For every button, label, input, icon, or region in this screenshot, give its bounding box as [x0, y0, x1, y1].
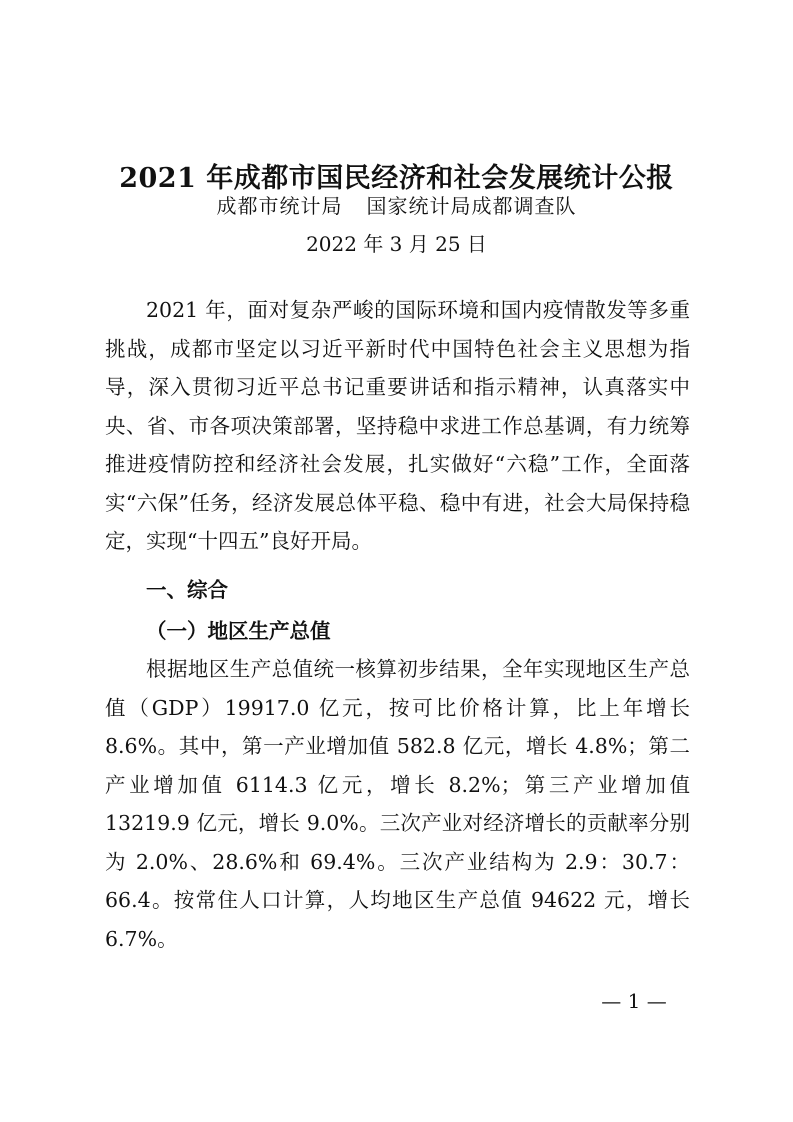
intro-paragraph: 2021 年，面对复杂严峻的国际环境和国内疫情散发等多重挑战，成都市坚定以习近平新时代中国特色社会主义思想为指导，深入贯彻习近平总书记重要讲话和指示精神，认真落实中央、省、市各项决策部署，坚持稳中求进工作总基调，有力统筹推进疫情防控和经济社会发展，扎实做好“六稳”工作，全面落实“六保”任务，经济发展总体平稳、稳中有进，社会大局保持稳定，实现“十四五”良好开局。: [105, 298, 690, 553]
issuer-statistics-bureau: 成都市统计局: [216, 194, 343, 218]
subsection-heading: （一）地区生产总值: [146, 619, 331, 643]
document-title: 2021 年成都市国民经济和社会发展统计公报: [119, 163, 674, 195]
page-number: — 1 —: [601, 989, 667, 1013]
gdp-paragraph: 根据地区生产总值统一核算初步结果，全年实现地区生产总值（GDP）19917.0 亿元，按可比价格计算，比上年增长 8.6%。其中，第一产业增加值 582.8 亿元，增长 4.8%；第二产业增加值 6114.3 亿元，增长 8.2%；第三产业增加值 13219.9 亿元，增长 9.0%。三次产业对经济增长的贡献率分别为 2.0%、28.6%和 69.4%。三次产业结构为 2.9：30.7：66.4。按常住人口计算，人均地区生产总值 94622 元，增长 6.7%。: [105, 657, 690, 951]
issuer-survey-team: 国家统计局成都调查队: [366, 194, 577, 218]
section-heading: 一、综合: [146, 578, 228, 602]
publication-date: 2022 年 3 月 25 日: [306, 232, 487, 256]
issuer-line: [0, 192, 793, 220]
